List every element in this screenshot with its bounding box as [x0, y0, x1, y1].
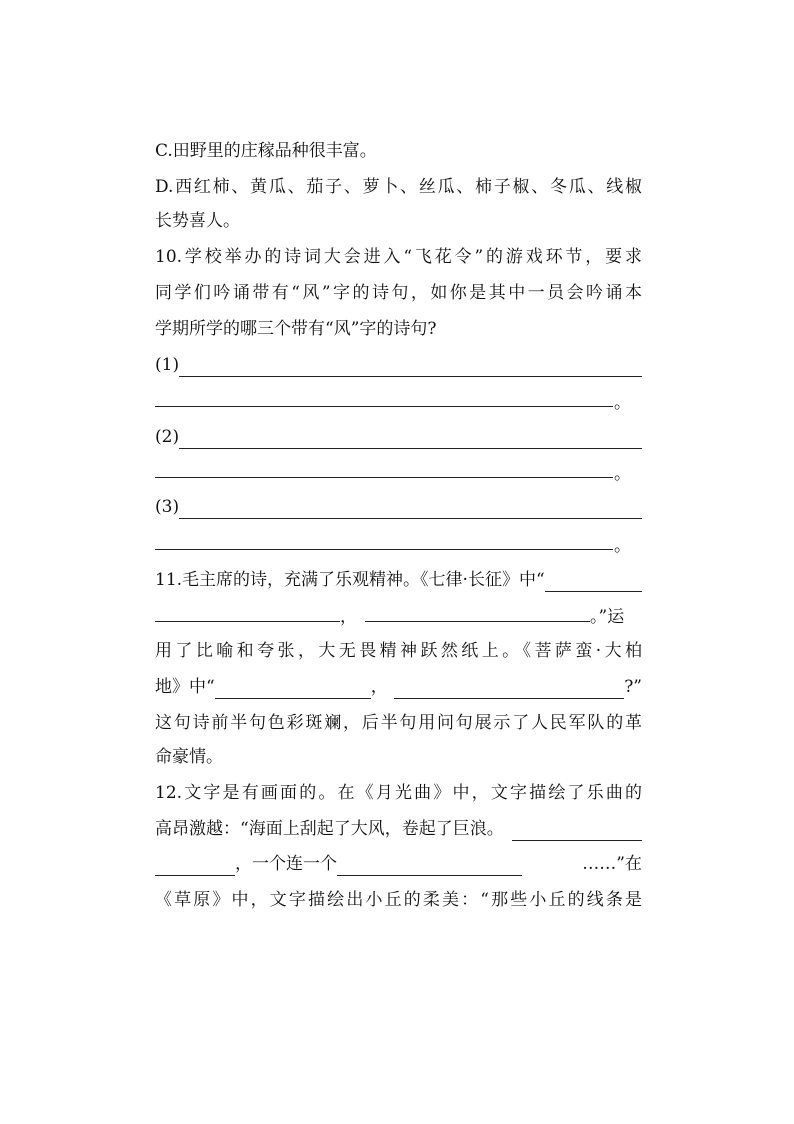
- q10-prompt-line3: 学期所学的哪三个带有“风”字的诗句?: [155, 319, 437, 339]
- q12-line2: [155, 817, 642, 841]
- q11-line2: [155, 603, 624, 629]
- q12-prompt-line3a: ，一个连一个: [235, 854, 337, 874]
- q11-blank-2[interactable]: [365, 603, 590, 622]
- q10-answer-2-blank[interactable]: [179, 430, 642, 449]
- q12-prompt-line2: 高昂激越：“海面上刮起了大风，卷起了巨浪。: [155, 819, 504, 839]
- q10-answer-1-blank[interactable]: [179, 358, 642, 377]
- q9-option-d-line2: 长势喜人。: [155, 211, 240, 231]
- q10-answer-2-end: 。: [614, 464, 631, 484]
- q10-answer-1-blank-line2[interactable]: [155, 406, 613, 407]
- q11-prompt-line5: 这句诗前半句色彩斑斓，后半句用问句展示了人民军队的革: [155, 713, 642, 733]
- q11-blank-1a[interactable]: [545, 573, 642, 592]
- q12-blank-2[interactable]: [337, 857, 522, 876]
- q11-comma: ，: [340, 607, 357, 627]
- q11-blank-3[interactable]: [215, 680, 371, 699]
- q11-line4: [155, 675, 642, 699]
- q12-prompt-line1: 12.文字是有画面的。在《月光曲》中，文字描绘了乐曲的: [155, 783, 642, 803]
- q11-close-1: 。”运: [590, 607, 625, 627]
- q11-prompt-line4b: ，: [370, 677, 388, 697]
- q12-blank-1b[interactable]: [155, 857, 235, 876]
- q10-answer-3-blank[interactable]: [179, 500, 642, 519]
- q9-option-d-line1: D.西红柿、黄瓜、茄子、萝卜、丝瓜、柿子椒、冬瓜、线椒: [155, 177, 642, 197]
- q12-blank-1a[interactable]: [512, 822, 642, 841]
- q11-line1: [155, 568, 642, 592]
- q10-answer-3-blank-line2[interactable]: [155, 549, 613, 550]
- q10-answer-3-end: 。: [614, 536, 631, 556]
- q10-answer-2-blank-line2[interactable]: [155, 477, 613, 478]
- q10-prompt-line1: 10.学校举办的诗词大会进入“飞花令”的游戏环节，要求: [155, 247, 642, 267]
- q11-prompt-line3: 用了比喻和夸张，大无畏精神跃然纸上。《菩萨蛮·大柏: [155, 641, 642, 661]
- q10-prompt-line2: 同学们吟诵带有“风”字的诗句，如你是其中一员会吟诵本: [155, 283, 642, 303]
- q10-answer-2-label: (2): [155, 427, 180, 447]
- q11-prompt-line6: 命豪情。: [155, 747, 223, 767]
- q11-blank-1b[interactable]: [155, 603, 340, 622]
- q11-prompt-line1: 11.毛主席的诗，充满了乐观精神。《七律·长征》中“: [155, 570, 545, 590]
- q10-answer-1-end: 。: [614, 393, 631, 413]
- q12-prompt-line4: 《草原》中，文字描绘出小丘的柔美：“那些小丘的线条是: [155, 890, 642, 910]
- q9-option-c: C.田野里的庄稼品种很丰富。: [155, 141, 377, 161]
- q12-line3: [155, 852, 642, 876]
- q11-prompt-line4a: 地》中“: [155, 677, 215, 697]
- q10-answer-3-label: (3): [155, 497, 180, 517]
- q10-answer-1-label: (1): [155, 355, 180, 375]
- q11-blank-4[interactable]: [394, 680, 624, 699]
- q12-prompt-line3b: ……”在: [582, 854, 642, 874]
- q10-answer-2-row: [155, 425, 642, 449]
- q10-answer-3-row: [155, 495, 642, 519]
- q11-prompt-line4c: ?”: [624, 677, 642, 697]
- q10-answer-1-row: [155, 353, 642, 377]
